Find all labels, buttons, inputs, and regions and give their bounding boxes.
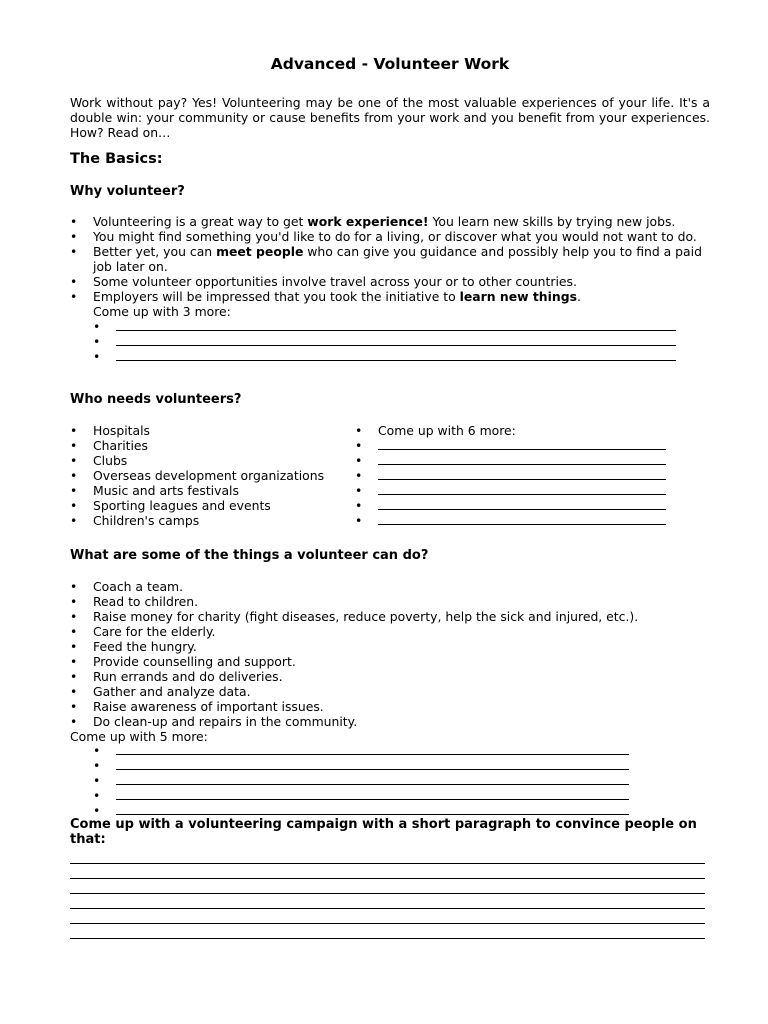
bullet-icon: •	[70, 624, 78, 639]
list-item: • Clubs	[70, 453, 128, 468]
list-item: • Volunteering is a great way to get work experience! You learn new skills by trying new jobs.	[70, 214, 676, 229]
blank-line[interactable]	[378, 498, 666, 510]
bullet-icon: •	[70, 468, 78, 483]
blank-line[interactable]	[116, 773, 629, 785]
bullet-icon: •	[70, 498, 78, 513]
bullet-icon: •	[355, 483, 363, 498]
bullet-icon: •	[355, 468, 363, 483]
bullet-icon: •	[93, 743, 101, 758]
answer-line[interactable]	[93, 349, 676, 364]
bullet-icon: •	[70, 483, 78, 498]
bullet-icon: •	[93, 758, 101, 773]
who-needs-heading: Who needs volunteers?	[70, 392, 242, 407]
blank-line[interactable]	[116, 803, 629, 815]
bullet-icon: •	[70, 654, 78, 669]
list-prompt: • Come up with 6 more:	[355, 423, 516, 438]
writing-line[interactable]	[70, 894, 705, 909]
answer-line[interactable]	[355, 468, 666, 483]
answer-line[interactable]	[93, 334, 676, 349]
list-item: • Read to children.	[70, 594, 199, 609]
blank-line[interactable]	[116, 349, 676, 361]
what-answer-list	[93, 743, 629, 818]
writing-line[interactable]	[70, 909, 705, 924]
campaign-heading: Come up with a volunteering campaign with a short paragraph to convince people on that:	[70, 817, 697, 847]
bullet-icon: •	[70, 244, 78, 259]
writing-line[interactable]	[70, 864, 705, 879]
answer-line[interactable]	[355, 483, 666, 498]
list-item: • Coach a team.	[70, 579, 184, 594]
basics-heading: The Basics:	[70, 151, 163, 167]
list-item: • Overseas development organizations	[70, 468, 325, 483]
answer-line[interactable]	[355, 498, 666, 513]
what-can-do-heading: What are some of the things a volunteer can do?	[70, 548, 429, 563]
campaign-writing-area[interactable]	[70, 849, 705, 939]
bullet-icon: •	[70, 423, 78, 438]
bullet-icon: •	[70, 699, 78, 714]
answer-line[interactable]	[93, 803, 629, 818]
who-answer-list	[355, 423, 666, 528]
blank-line[interactable]	[116, 743, 629, 755]
list-item: • Better yet, you can meet people who can give you guidance and possibly help you to find a paid job later on.	[70, 244, 702, 274]
bullet-icon: •	[93, 334, 101, 349]
bullet-icon: •	[70, 214, 78, 229]
why-volunteer-list	[70, 214, 710, 319]
bullet-icon: •	[93, 349, 101, 364]
bullet-icon: •	[93, 803, 101, 818]
page-title: Advanced - Volunteer Work	[270, 55, 510, 73]
bullet-icon: •	[70, 453, 78, 468]
what-prompt: Come up with 5 more:	[70, 729, 208, 744]
list-item: • Raise awareness of important issues.	[70, 699, 324, 714]
writing-line[interactable]	[70, 924, 705, 939]
bullet-icon: •	[70, 229, 78, 244]
list-item: • Charities	[70, 438, 149, 453]
list-item: • Feed the hungry.	[70, 639, 197, 654]
bullet-icon: •	[93, 319, 101, 334]
bullet-icon: •	[70, 639, 78, 654]
blank-line[interactable]	[116, 334, 676, 346]
list-item: • Sporting leagues and events	[70, 498, 271, 513]
blank-line[interactable]	[116, 758, 629, 770]
list-item: • Run errands and do deliveries.	[70, 669, 283, 684]
blank-line[interactable]	[378, 468, 666, 480]
list-item: • Some volunteer opportunities involve travel across your or to other countries.	[70, 274, 577, 289]
writing-line[interactable]	[70, 849, 705, 864]
bullet-icon: •	[93, 773, 101, 788]
bullet-icon: •	[355, 498, 363, 513]
bullet-icon: •	[93, 788, 101, 803]
blank-line[interactable]	[116, 788, 629, 800]
list-item: • You might find something you'd like to do for a living, or discover what you would not want to do.	[70, 229, 697, 244]
bullet-icon: •	[70, 684, 78, 699]
why-answer-list	[93, 319, 676, 364]
who-needs-list	[70, 423, 350, 528]
list-item: • Gather and analyze data.	[70, 684, 251, 699]
why-volunteer-heading: Why volunteer?	[70, 184, 185, 199]
bullet-icon: •	[70, 289, 78, 304]
list-item: • Raise money for charity (fight diseases, reduce poverty, help the sick and injured, etc.).	[70, 609, 639, 624]
bullet-icon: •	[70, 274, 78, 289]
blank-line[interactable]	[378, 483, 666, 495]
answer-line[interactable]	[93, 758, 629, 773]
bullet-icon: •	[355, 438, 363, 453]
answer-line[interactable]	[355, 513, 666, 528]
list-item: • Children's camps	[70, 513, 200, 528]
answer-line[interactable]	[93, 319, 676, 334]
list-prompt: Come up with 3 more:	[93, 304, 231, 319]
answer-line[interactable]	[355, 438, 666, 453]
bullet-icon: •	[70, 714, 78, 729]
list-item: • Music and arts festivals	[70, 483, 239, 498]
list-item: • Care for the elderly.	[70, 624, 216, 639]
list-item: • Hospitals	[70, 423, 151, 438]
bullet-icon: •	[70, 669, 78, 684]
writing-line[interactable]	[70, 879, 705, 894]
answer-line[interactable]	[93, 773, 629, 788]
blank-line[interactable]	[378, 513, 666, 525]
list-item: • Do clean-up and repairs in the community.	[70, 714, 358, 729]
bullet-icon: •	[355, 423, 363, 438]
bullet-icon: •	[70, 579, 78, 594]
what-can-do-list	[70, 579, 710, 729]
blank-line[interactable]	[378, 453, 666, 465]
answer-line[interactable]	[93, 743, 629, 758]
bullet-icon: •	[70, 609, 78, 624]
list-item: • Provide counselling and support.	[70, 654, 296, 669]
list-item: • Employers will be impressed that you took the initiative to learn new things.	[70, 289, 581, 304]
blank-line[interactable]	[116, 319, 676, 331]
bullet-icon: •	[355, 453, 363, 468]
bullet-icon: •	[70, 594, 78, 609]
intro-paragraph: Work without pay? Yes! Volunteering may be one of the most valuable experiences of your life. It's a double win: your community or cause benefits from your work and you benefit from your experiences. How? Read on…	[70, 95, 710, 140]
blank-line[interactable]	[378, 438, 666, 450]
answer-line[interactable]	[355, 453, 666, 468]
bullet-icon: •	[70, 438, 78, 453]
bullet-icon: •	[70, 513, 78, 528]
answer-line[interactable]	[93, 788, 629, 803]
bullet-icon: •	[355, 513, 363, 528]
